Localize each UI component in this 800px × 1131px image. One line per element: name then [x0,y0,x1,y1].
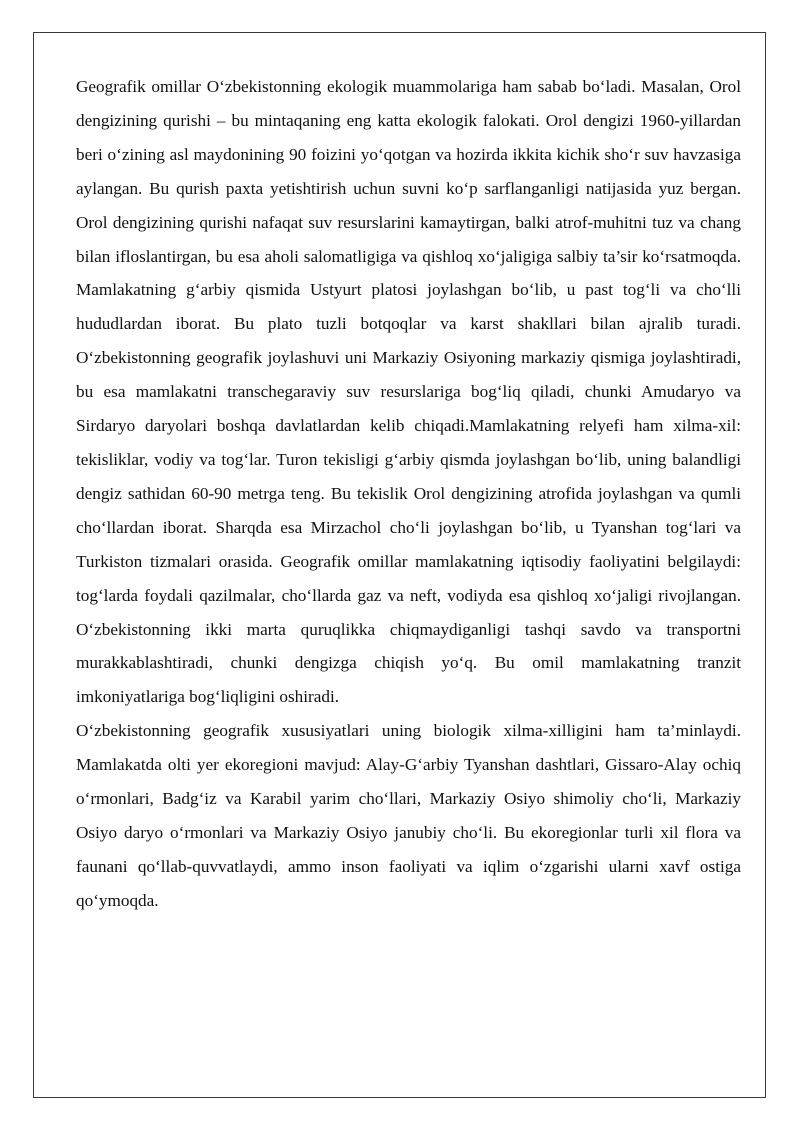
paragraph-1: Geografik omillar O‘zbekistonning ekologik muammolariga ham sabab bo‘ladi. Masalan, Orol dengizining qurishi – bu mintaqaning eng katta ekologik falokati. Orol dengizi 1960-yillardan beri o‘zining asl maydonining 90 foizini yo‘qotgan va hozirda ikkita kichik sho‘r suv havzasiga aylangan. Bu qurish paxta yetishtirish uchun suvni ko‘p sarflanganligi natijasida yuz bergan. Orol dengizining qurishi nafaqat suv resurslarini kamaytirgan, balki atrof-muhitni tuz va chang bilan ifloslantirgan, bu esa aholi salomatligiga va qishloq xo‘jaligiga salbiy ta’sir ko‘rsatmoqda. Mamlakatning g‘arbiy qismida Ustyurt platosi joylashgan bo‘lib, u past tog‘li va cho‘lli hududlardan iborat. Bu plato tuzli botqoqlar va karst shakllari bilan ajralib turadi. O‘zbekistonning geografik joylashuvi uni Markaziy Osiyoning markaziy qismiga joylashtiradi, bu esa mamlakatni transchegaraviy suv resurslariga bog‘liq qiladi, chunki Amudaryo va Sirdaryo daryolari boshqa davlatlardan kelib chiqadi.Mamlakatning relyefi ham xilma-xil: tekisliklar, vodiy va tog‘lar. Turon tekisligi g‘arbiy qismda joylashgan bo‘lib, uning balandligi dengiz sathidan 60-90 metrga teng. Bu tekislik Orol dengizining atrofida joylashgan va qumli cho‘llardan iborat. Sharqda esa Mirzachol cho‘li joylashgan bo‘lib, u Tyanshan tog‘lari va Turkiston tizmalari orasida. Geografik omillar mamlakatning iqtisodiy faoliyatini belgilaydi: tog‘larda foydali qazilmalar, cho‘llarda gaz va neft, vodiyda esa qishloq xo‘jaligi rivojlangan. O‘zbekistonning ikki marta quruqlikka chiqmaydiganligi tashqi savdo va transportni murakkablashtiradi, chunki dengizga chiqish yo‘q. Bu omil mamlakatning tranzit imkoniyatlariga bog‘liqligini oshiradi. [76,77,741,707]
document-body [76,70,741,918]
paragraph-2: O‘zbekistonning geografik xususiyatlari uning biologik xilma-xilligini ham ta’minlaydi. Mamlakatda olti yer ekoregioni mavjud: Alay-G‘arbiy Tyanshan dashtlari, Gissaro-Alay ochiq o‘rmonlari, Badg‘iz va Karabil yarim cho‘llari, Markaziy Osiyo shimoliy cho‘li, Markaziy Osiyo daryo o‘rmonlari va Markaziy Osiyo janubiy cho‘li. Bu ekoregionlar turli xil flora va faunani qo‘llab-quvvatlaydi, ammo inson faoliyati va iqlim o‘zgarishi ularni xavf ostiga qo‘ymoqda. [76,721,741,910]
